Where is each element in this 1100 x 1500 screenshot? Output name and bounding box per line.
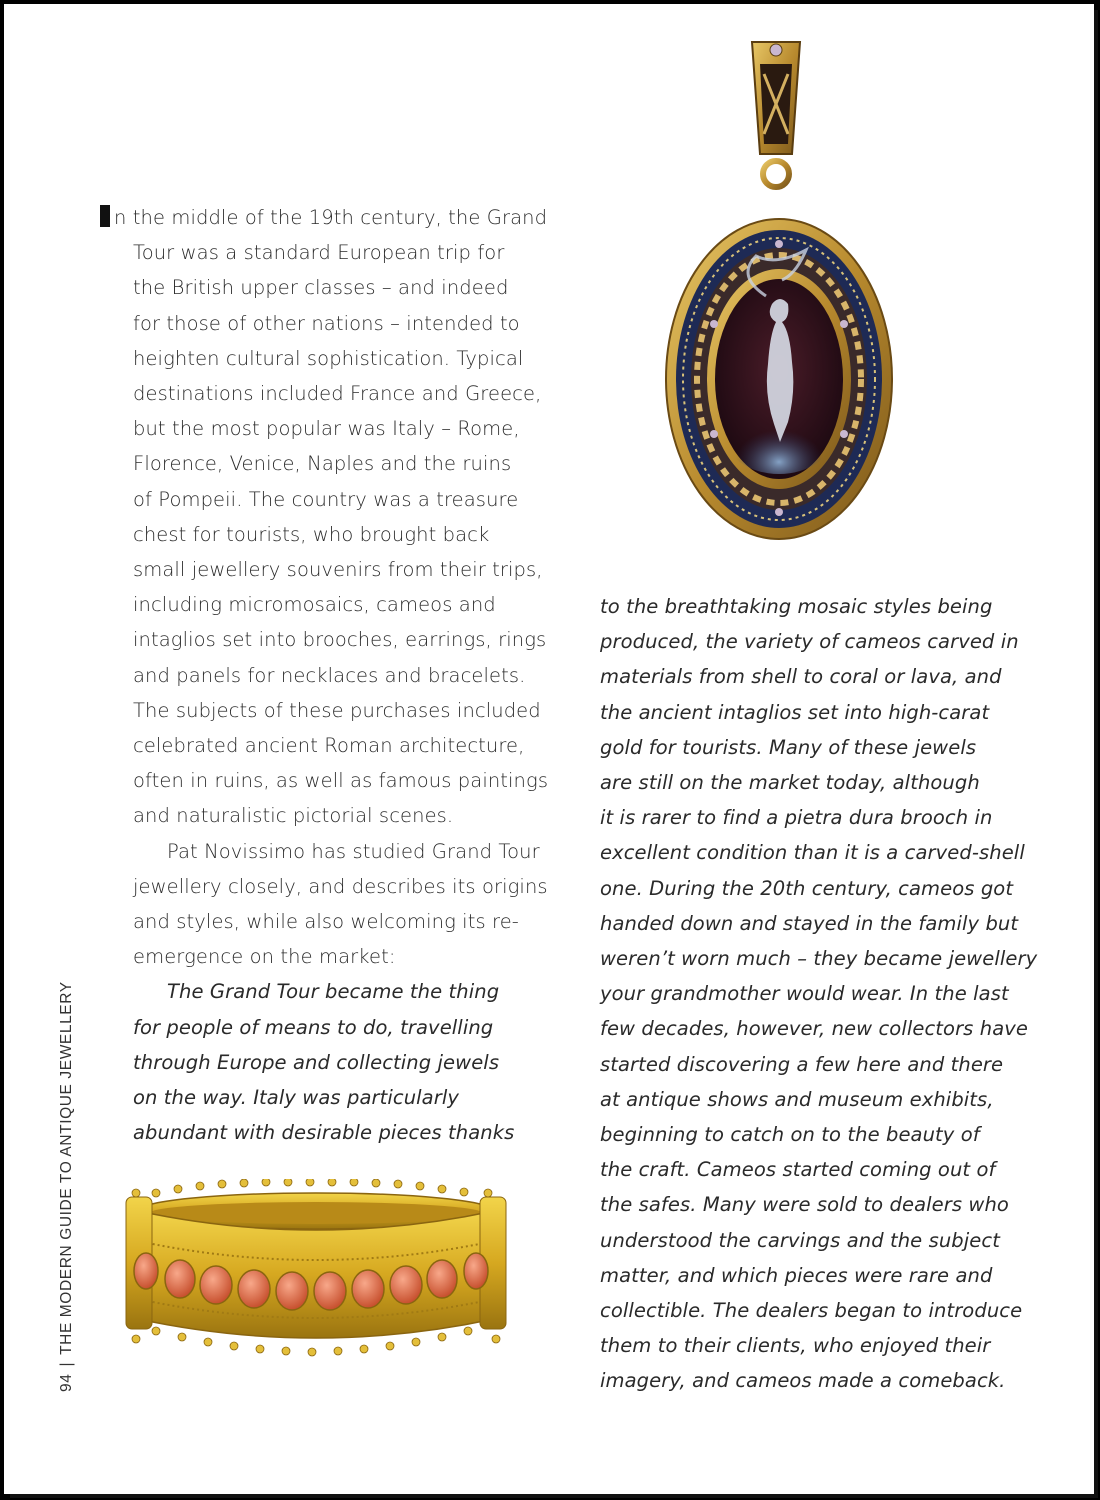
text-line: Florence, Venice, Naples and the ruins [133, 452, 512, 476]
page-folio [58, 981, 76, 1392]
text-line: of Pompeii. The country was a treasure [133, 487, 519, 511]
quote-text-right-column [600, 589, 1037, 1399]
text-line: small jewellery souvenirs from their trips, [133, 558, 543, 582]
quote-line: materials from shell to coral or lava, and [600, 665, 1002, 689]
text-line: and panels for necklaces and bracelets. [133, 663, 526, 687]
page-shadow-bottom [10, 1494, 1098, 1498]
quote-line: your grandmother would wear. In the last [600, 982, 1009, 1006]
coral-gold-bangle-image [116, 1179, 516, 1369]
text-line: for those of other nations – intended to [133, 311, 520, 335]
quote-line: on the way. Italy was particularly [133, 1086, 459, 1110]
quote-line: one. During the 20th century, cameos got [600, 876, 1014, 900]
text-line: celebrated ancient Roman architecture, [133, 734, 525, 758]
quote-line: at antique shows and museum exhibits, [600, 1087, 994, 1111]
quote-line: the craft. Cameos started coming out of [600, 1158, 996, 1182]
folio-separator: | [58, 1361, 75, 1367]
page-number: 94 [58, 1373, 75, 1392]
text-line: and styles, while also welcoming its re- [133, 910, 519, 934]
quote-line: abundant with desirable pieces thanks [133, 1121, 515, 1145]
quote-line: collectible. The dealers began to introduce [600, 1299, 1023, 1323]
text-line: heighten cultural sophistication. Typical [133, 346, 524, 370]
quote-line: The Grand Tour became the thing [167, 980, 500, 1004]
text-line: chest for tourists, who brought back [133, 522, 490, 546]
quote-line: to the breathtaking mosaic styles being [600, 595, 993, 618]
enamel-pendant-image [654, 34, 894, 559]
quote-line: understood the carvings and the subject [600, 1228, 1000, 1252]
text-line: including micromosaics, cameos and [133, 593, 496, 617]
quote-line: started discovering a few here and there [600, 1052, 1004, 1076]
paragraph-opening-line [100, 200, 548, 235]
text-line: Pat Novissimo has studied Grand Tour [167, 839, 540, 863]
text-line: the British upper classes – and indeed [133, 276, 509, 300]
page-shadow-right [1094, 10, 1098, 1498]
text-line: often in ruins, as well as famous paintings [133, 769, 549, 793]
quote-line: matter, and which pieces were rare and [600, 1263, 993, 1287]
drop-cap [100, 205, 110, 227]
quote-line: it is rarer to find a pietra dura brooch in [600, 806, 993, 830]
quote-line: beginning to catch on to the beauty of [600, 1123, 980, 1147]
text-line: jewellery closely, and describes its origins [133, 874, 548, 898]
quote-line: through Europe and collecting jewels [133, 1050, 500, 1074]
quote-line: the ancient intaglios set into high-carat [600, 700, 990, 724]
text-line: Tour was a standard European trip for [133, 241, 505, 265]
quote-line: are still on the market today, although [600, 771, 980, 795]
quote-line: them to their clients, who enjoyed their [600, 1334, 991, 1358]
text-line: and naturalistic pictorial scenes. [133, 804, 454, 828]
quote-line: excellent condition than it is a carved-shell [600, 841, 1025, 865]
text-line: intaglios set into brooches, earrings, rings [133, 628, 547, 652]
quote-line: weren’t worn much – they became jewellery [600, 947, 1038, 971]
text-line: n the middle of the 19th century, the Grand [114, 206, 548, 229]
text-line: emergence on the market: [133, 945, 396, 969]
quote-line: few decades, however, new collectors have [600, 1017, 1028, 1041]
book-page [4, 4, 1094, 1494]
quote-line: the safes. Many were sold to dealers who [600, 1193, 1009, 1217]
text-line: but the most popular was Italy – Rome, [133, 417, 520, 441]
quote-line: for people of means to do, travelling [133, 1015, 494, 1039]
quote-line: handed down and stayed in the family but [600, 911, 1019, 935]
running-title: THE MODERN GUIDE TO ANTIQUE JEWELLERY [58, 981, 75, 1355]
text-line: The subjects of these purchases included [133, 698, 541, 722]
main-text-left-column [100, 200, 548, 1150]
quote-line: produced, the variety of cameos carved in [600, 630, 1019, 654]
quote-line: imagery, and cameos made a comeback. [600, 1369, 1006, 1393]
text-line: destinations included France and Greece, [133, 382, 542, 406]
quote-line: gold for tourists. Many of these jewels [600, 735, 977, 759]
